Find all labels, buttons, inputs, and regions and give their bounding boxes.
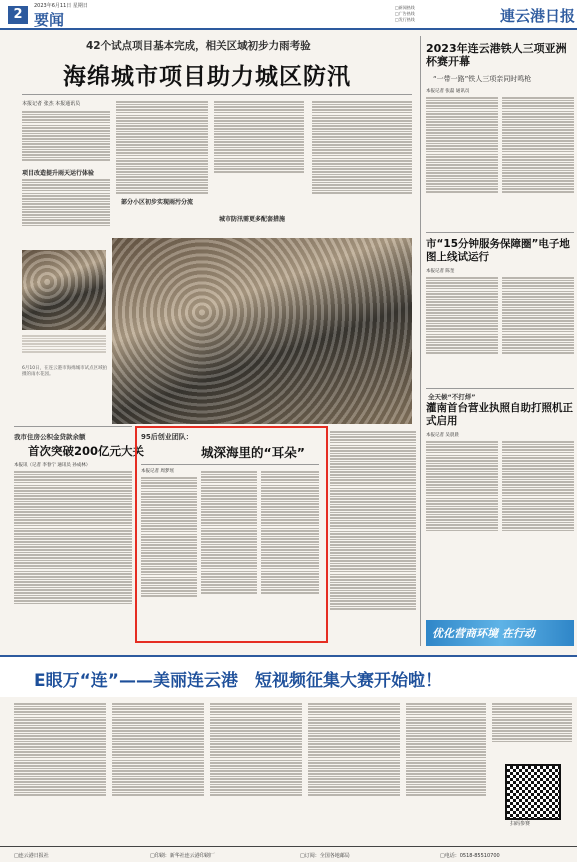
featured-byline: 本报记者 周梦瑶 xyxy=(141,469,174,474)
column-divider xyxy=(420,36,421,646)
lead-subhead: 项目改造提升雨天运行体验 xyxy=(22,170,95,177)
sidebar-bottom-byline: 本报记者 吴晨晨 xyxy=(426,433,459,438)
sidebar-top-title: 2023年连云港铁人三项亚洲杯赛开幕 xyxy=(426,42,567,68)
issue-date: 2023年6月11日 星期日 xyxy=(34,3,88,9)
contest-qr-code[interactable] xyxy=(505,764,561,820)
featured-rule xyxy=(141,464,319,465)
header-info-line: □发行热线 xyxy=(395,17,415,22)
lead-subhead: 部分小区初步实现雨污分流 xyxy=(121,199,194,206)
lead-photo-small xyxy=(22,250,106,330)
sidebar-top-body-1 xyxy=(426,96,498,194)
featured-body-col1 xyxy=(141,476,197,598)
featured-title: 城深海里的“耳朵” xyxy=(201,445,305,460)
sidebar-bottom-title: 灌南首台营业执照自助打照机正式启用 xyxy=(426,402,573,427)
featured-body-col3 xyxy=(261,470,319,595)
left-story-body xyxy=(14,470,132,605)
footer-item: □印刷：新华社连云港印刷厂 xyxy=(150,853,215,859)
featured-body-col2 xyxy=(201,470,257,595)
lead-body-col2 xyxy=(116,100,208,195)
left-story-byline: 本报讯（记者 李春宁 通讯员 孙成林） xyxy=(14,463,91,468)
banner-slogan: 优化营商环境 在行动 xyxy=(432,627,535,640)
story-divider xyxy=(14,426,132,427)
adjacent-story-body xyxy=(330,430,416,611)
contest-body-col4 xyxy=(308,702,400,797)
sidebar-mid-body-1 xyxy=(426,276,498,355)
contest-banner[interactable] xyxy=(0,655,577,697)
lead-photo-main xyxy=(112,238,412,424)
sidebar-bottom-body-1 xyxy=(426,440,498,532)
sidebar-mid-body-2 xyxy=(502,276,574,355)
lead-body-col4 xyxy=(312,100,412,195)
lead-rule xyxy=(22,94,412,95)
business-environment-banner xyxy=(426,620,574,646)
photo-caption-lines xyxy=(22,334,106,354)
lead-body-col3 xyxy=(214,100,304,174)
photo-caption: 6月10日，在连云港市海绵城市试点区域拍摄的雨水花园。 xyxy=(22,366,108,377)
left-story-title: 首次突破200亿元大关 xyxy=(28,444,145,458)
masthead-logo: 連云港日报 xyxy=(500,7,576,25)
page-footer xyxy=(0,846,577,862)
lead-subhead: 城市防汛需更多配套措施 xyxy=(219,216,286,223)
header-info-line: □广告热线 xyxy=(395,11,415,16)
lead-byline: 本报记者 张杰 本报通讯员 xyxy=(22,101,81,107)
sidebar-mid-byline: 本报记者 陈奎 xyxy=(426,269,455,274)
lead-kicker: 42个试点项目基本完成，相关区域初步力雨考验 xyxy=(86,40,311,52)
lead-body-col1b xyxy=(22,178,110,227)
contest-body-col2 xyxy=(112,702,204,797)
lead-body-col1 xyxy=(22,110,110,162)
sidebar-top-subtitle: “一带一路”铁人三项亲同时鸣枪 xyxy=(433,75,532,83)
sidebar-bottom-kicker: 全天候“不打烊” xyxy=(428,393,476,401)
sidebar-mid-title: 市“15分钟服务保障圈”电子地图上线试运行 xyxy=(426,238,570,263)
contest-body-col6 xyxy=(492,702,572,743)
left-story-kicker: 我市住房公积金贷款余额 xyxy=(14,433,86,441)
contest-body-col1 xyxy=(14,702,106,797)
sidebar-top-byline: 本报记者 张磊 通讯员 xyxy=(426,89,470,94)
sidebar-divider xyxy=(426,388,574,389)
footer-item: □连云港日报社 xyxy=(14,853,49,859)
featured-kicker: 95后创业团队： xyxy=(141,433,193,441)
contest-body-col3 xyxy=(210,702,302,797)
sidebar-top-body-2 xyxy=(502,96,574,194)
footer-item: □电话：0518-85510700 xyxy=(440,853,500,859)
page-number: 2 xyxy=(8,6,28,24)
footer-item: □订阅：全国各地邮局 xyxy=(300,853,350,859)
section-title: 要闻 xyxy=(34,11,65,29)
lead-title: 海绵城市项目助力城区防汛 xyxy=(63,64,351,90)
header-info-line: □新闻热线 xyxy=(395,5,415,10)
sidebar-divider xyxy=(426,232,574,233)
qr-caption: 扫码参赛 xyxy=(510,821,531,827)
header-info xyxy=(395,5,415,23)
contest-banner-text: E眼万“连”——美丽连云港 短视频征集大赛开始啦！ xyxy=(34,671,442,691)
contest-body-col5 xyxy=(406,702,486,797)
sidebar-bottom-body-2 xyxy=(502,440,574,532)
